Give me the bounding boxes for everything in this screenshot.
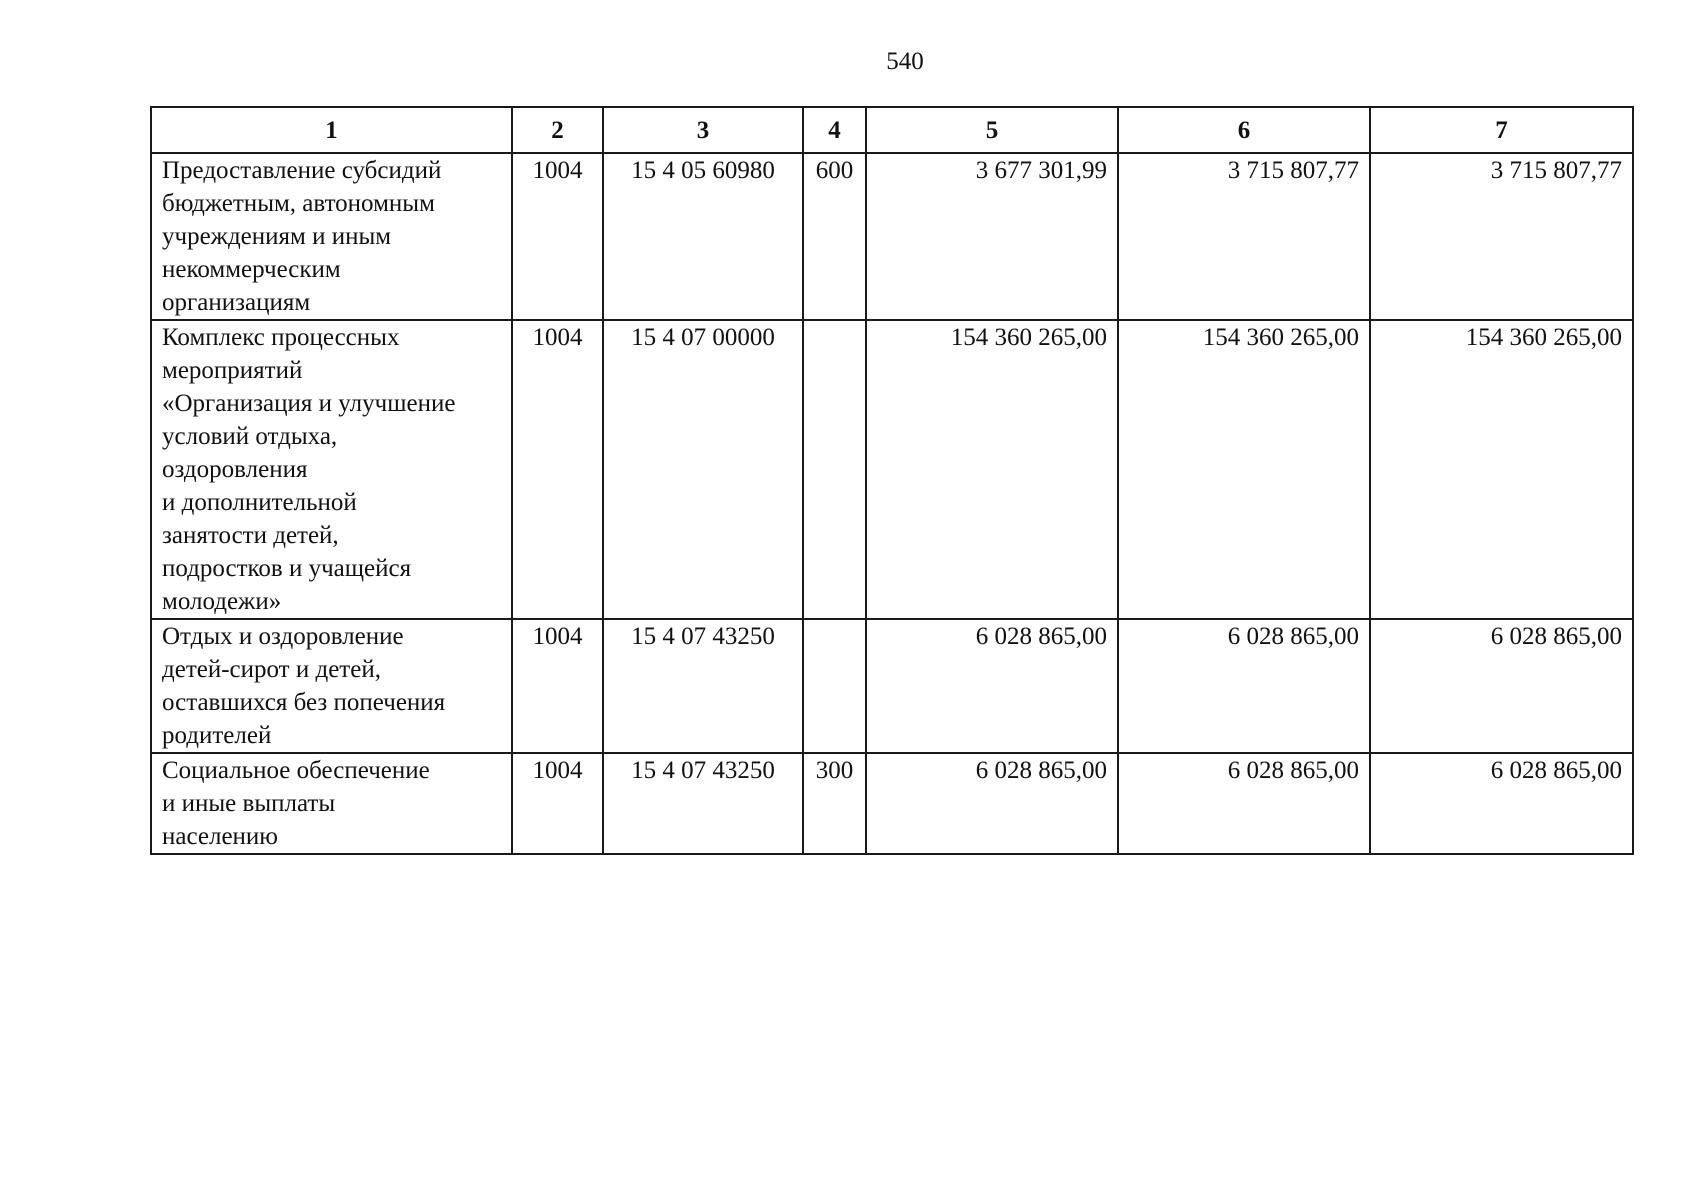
row-name-line: организациям	[162, 289, 311, 316]
amount-col5-cell: 3 677 301,99	[866, 153, 1118, 320]
row-name-line: занятости детей,	[162, 522, 339, 549]
amount-col6-cell: 6 028 865,00	[1118, 753, 1370, 854]
header-col-7: 7	[1370, 107, 1633, 153]
row-name-line: некоммерческим	[162, 256, 341, 283]
header-col-2: 2	[512, 107, 603, 153]
target-code-cell: 15 4 05 60980	[603, 153, 803, 320]
row-name-line: молодежи»	[162, 588, 282, 615]
row-name-line: детей-сирот и детей,	[162, 656, 381, 683]
target-code-cell: 15 4 07 00000	[603, 320, 803, 619]
row-name-line: Социальное обеспечение	[162, 757, 430, 784]
row-name-line: родителей	[162, 722, 272, 749]
header-col-1: 1	[151, 107, 512, 153]
header-col-4: 4	[803, 107, 866, 153]
section-code-cell: 1004	[512, 153, 603, 320]
expense-type-cell	[803, 320, 866, 619]
target-code-cell: 15 4 07 43250	[603, 753, 803, 854]
budget-table	[150, 106, 1634, 855]
amount-col7-cell: 6 028 865,00	[1370, 619, 1633, 753]
table-row	[151, 753, 1633, 854]
row-name-line: и дополнительной	[162, 489, 357, 516]
row-name-cell	[151, 153, 512, 320]
amount-col6-cell: 3 715 807,77	[1118, 153, 1370, 320]
table-row	[151, 320, 1633, 619]
row-name-line: и иные выплаты	[162, 790, 336, 817]
row-name-cell	[151, 320, 512, 619]
amount-col7-cell: 154 360 265,00	[1370, 320, 1633, 619]
row-name-line: бюджетным, автономным	[162, 190, 435, 217]
header-col-5: 5	[866, 107, 1118, 153]
amount-col6-cell: 154 360 265,00	[1118, 320, 1370, 619]
page-number: 540	[886, 48, 924, 75]
row-name-cell	[151, 753, 512, 854]
section-code-cell: 1004	[512, 320, 603, 619]
row-name-line: оставшихся без попечения	[162, 689, 446, 716]
row-name-line: Предоставление субсидий	[162, 157, 442, 184]
header-col-6: 6	[1118, 107, 1370, 153]
expense-type-cell	[803, 619, 866, 753]
section-code-cell: 1004	[512, 619, 603, 753]
row-name-line: учреждениям и иным	[162, 223, 392, 250]
row-name-line: условий отдыха,	[162, 423, 338, 450]
row-name-line: подростков и учащейся	[162, 555, 412, 582]
table-row	[151, 153, 1633, 320]
row-name-line: Комплекс процессных	[162, 324, 400, 351]
row-name-line: мероприятий	[162, 357, 303, 384]
target-code-cell: 15 4 07 43250	[603, 619, 803, 753]
amount-col5-cell: 6 028 865,00	[866, 619, 1118, 753]
amount-col5-cell: 6 028 865,00	[866, 753, 1118, 854]
amount-col7-cell: 6 028 865,00	[1370, 753, 1633, 854]
header-col-3: 3	[603, 107, 803, 153]
row-name-cell	[151, 619, 512, 753]
row-name-line: «Организация и улучшение	[162, 390, 456, 417]
row-name-line: Отдых и оздоровление	[162, 623, 404, 650]
section-code-cell: 1004	[512, 753, 603, 854]
row-name-line: населению	[162, 823, 278, 850]
amount-col7-cell: 3 715 807,77	[1370, 153, 1633, 320]
amount-col6-cell: 6 028 865,00	[1118, 619, 1370, 753]
expense-type-cell: 600	[803, 153, 866, 320]
header-row	[151, 107, 1633, 153]
expense-type-cell: 300	[803, 753, 866, 854]
table-row	[151, 619, 1633, 753]
amount-col5-cell: 154 360 265,00	[866, 320, 1118, 619]
row-name-line: оздоровления	[162, 456, 308, 483]
